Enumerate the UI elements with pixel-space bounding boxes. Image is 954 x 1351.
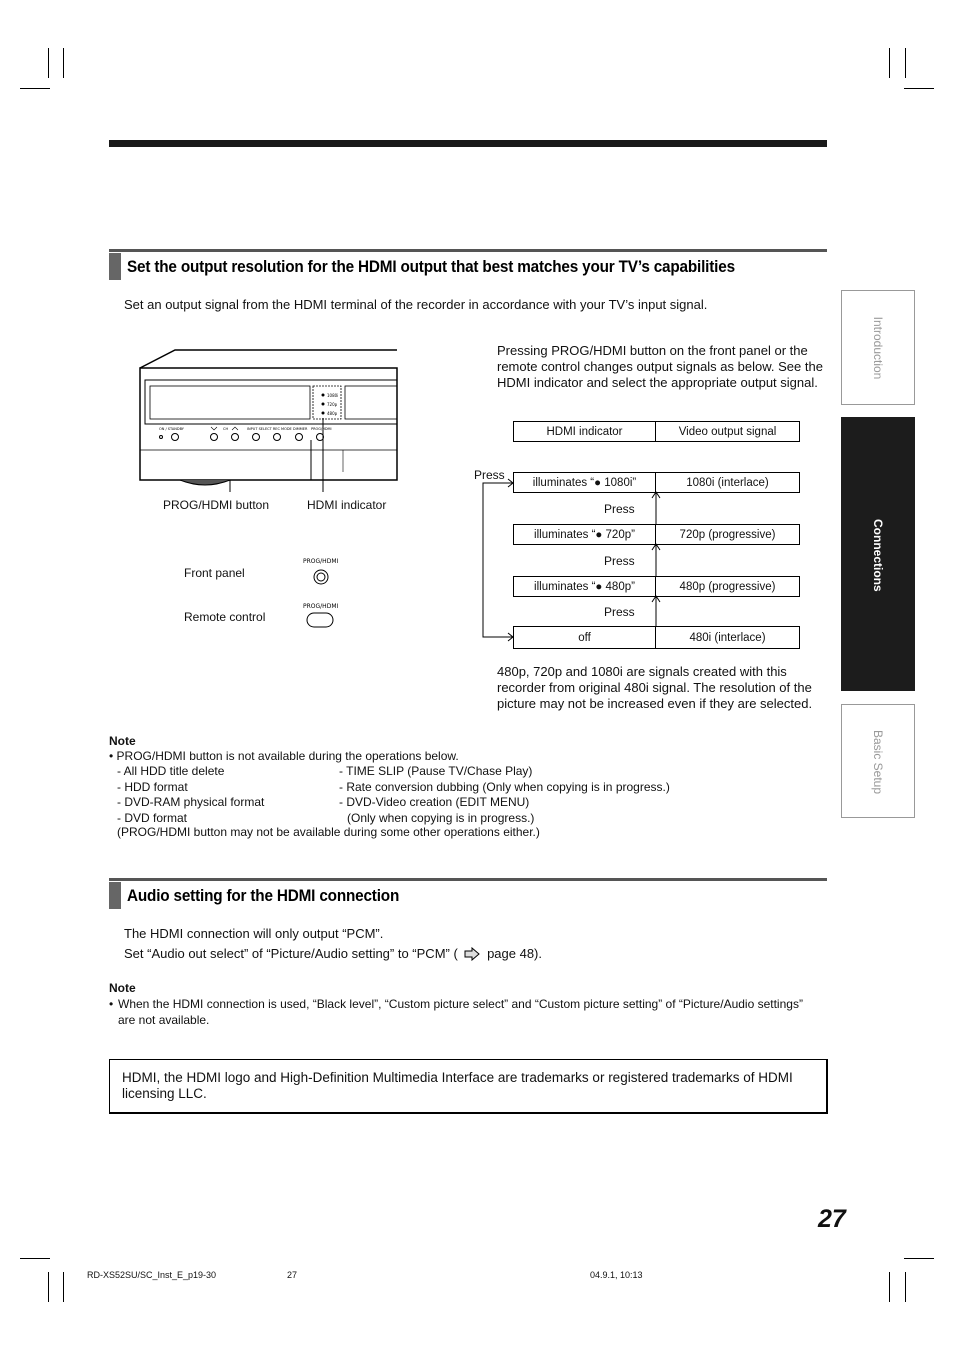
svg-text:1080i: 1080i: [327, 393, 339, 398]
note-heading: Note: [109, 981, 136, 995]
tab-introduction-label: Introduction: [871, 316, 885, 380]
section-rule: [109, 249, 827, 252]
audio-line-2-text: Set “Audio out select” of “Picture/Audio setting” to “PCM” (: [124, 946, 458, 961]
svg-text:ON / STANDBY: ON / STANDBY: [159, 427, 184, 431]
svg-text:INPUT SELECT REC MODE: INPUT SELECT REC MODE: [247, 427, 292, 431]
press-label: Press: [604, 605, 635, 619]
table-row-signal: 720p (progressive): [655, 524, 800, 545]
svg-text:DIMMER: DIMMER: [293, 427, 308, 431]
pressing-text: Pressing PROG/HDMI button on the front panel or the remote control changes output signals as below. See the HDMI indicator and select the appropriate output signal.: [497, 343, 823, 390]
note-bullet: [109, 997, 809, 1028]
footer-page: 27: [287, 1270, 298, 1280]
tab-connections-label: Connections: [871, 519, 885, 592]
after-table-text: 480p, 720p and 1080i are signals created with this recorder from original 480i signal. The resolution of the picture may not be increased even if they are selected.: [497, 664, 813, 711]
svg-text:PROG/HDMI: PROG/HDMI: [311, 427, 332, 431]
table-row-indicator: illuminates “● 480p”: [513, 576, 656, 597]
page-number: 27: [818, 1205, 846, 1233]
footer-file: RD-XS52SU/SC_Inst_E_p19-30: [87, 1270, 217, 1280]
note-item: - DVD format: [117, 810, 188, 825]
press-label: Press: [604, 554, 635, 568]
recorder-figure: [135, 340, 400, 640]
note-item: - All HDD title delete: [117, 764, 225, 778]
prog-hdmi-button-label: PROG/HDMI button: [163, 498, 270, 512]
press-label: Press: [474, 468, 505, 482]
section-marker: [109, 882, 121, 909]
svg-text:480p: 480p: [327, 411, 338, 416]
note-text: When the HDMI connection is used, “Black level”, “Custom picture select” and “Custom picture setting” of “Picture/Audio settings” are not available.: [118, 997, 803, 1027]
note-right-list: [339, 764, 670, 826]
note-item: - DVD-RAM physical format: [117, 795, 265, 809]
note-item: - DVD-Video creation (EDIT MENU): [339, 795, 530, 809]
tab-basic-setup[interactable]: [841, 704, 915, 818]
audio-line-2: [124, 946, 542, 962]
note-left-list: [117, 764, 264, 826]
section-title: Set the output resolution for the HDMI output that best matches your TV’s capabilities: [127, 257, 735, 276]
note-item: - TIME SLIP (Pause TV/Chase Play): [339, 764, 533, 778]
front-panel-label: Front panel: [184, 566, 245, 580]
table-header-signal: Video output signal: [655, 421, 800, 442]
tab-basic-setup-label: Basic Setup: [871, 729, 885, 795]
hdmi-indicator-label: HDMI indicator: [307, 498, 387, 512]
table-row-signal: 480p (progressive): [655, 576, 800, 597]
section-marker: [109, 253, 121, 280]
table-row-indicator: illuminates “● 1080i”: [513, 472, 656, 493]
svg-text:PROG/HDMI: PROG/HDMI: [303, 603, 339, 610]
press-label: Press: [604, 502, 635, 516]
note-item: - Rate conversion dubbing (Only when copying is in progress.): [339, 779, 670, 794]
trademark-box: [109, 1059, 828, 1114]
note-footer: (PROG/HDMI button may not be available during some other operations either.): [117, 825, 540, 839]
table-row-indicator: illuminates “● 720p”: [513, 524, 656, 545]
audio-line-2-page: page 48).: [487, 946, 542, 961]
note-heading: Note: [109, 734, 136, 748]
svg-text:PROG/HDMI: PROG/HDMI: [303, 558, 339, 565]
table-row-indicator: off: [513, 626, 656, 649]
page-reference-icon: [463, 947, 481, 961]
svg-text:720p: 720p: [327, 402, 338, 407]
svg-text:CH: CH: [223, 427, 229, 431]
tab-connections[interactable]: [841, 417, 915, 691]
section-rule: [109, 878, 827, 881]
bullet-icon: •: [109, 997, 114, 1011]
trademark-text: HDMI, the HDMI logo and High-Definition Multimedia Interface are trademarks or registered trademarks of HDMI licensing LLC.: [122, 1070, 793, 1101]
table-row-signal: 480i (interlace): [655, 626, 800, 649]
section-title: Audio setting for the HDMI connection: [127, 886, 400, 905]
table-header-indicator: HDMI indicator: [513, 421, 656, 442]
top-bar: [109, 140, 827, 147]
audio-line-1: The HDMI connection will only output “PCM”.: [124, 926, 384, 941]
footer-date: 04.9.1, 10:13: [590, 1270, 643, 1280]
note-item: (Only when copying is in progress.): [347, 810, 535, 825]
remote-control-label: Remote control: [184, 610, 266, 624]
note-item: - HDD format: [117, 779, 188, 794]
note-bullet: • PROG/HDMI button is not available during the operations below.: [109, 749, 459, 763]
table-row-signal: 1080i (interlace): [655, 472, 800, 493]
intro-text: Set an output signal from the HDMI terminal of the recorder in accordance with your TV’s input signal.: [124, 297, 708, 312]
tab-introduction[interactable]: [841, 290, 915, 405]
flow-arrows: [470, 460, 670, 650]
